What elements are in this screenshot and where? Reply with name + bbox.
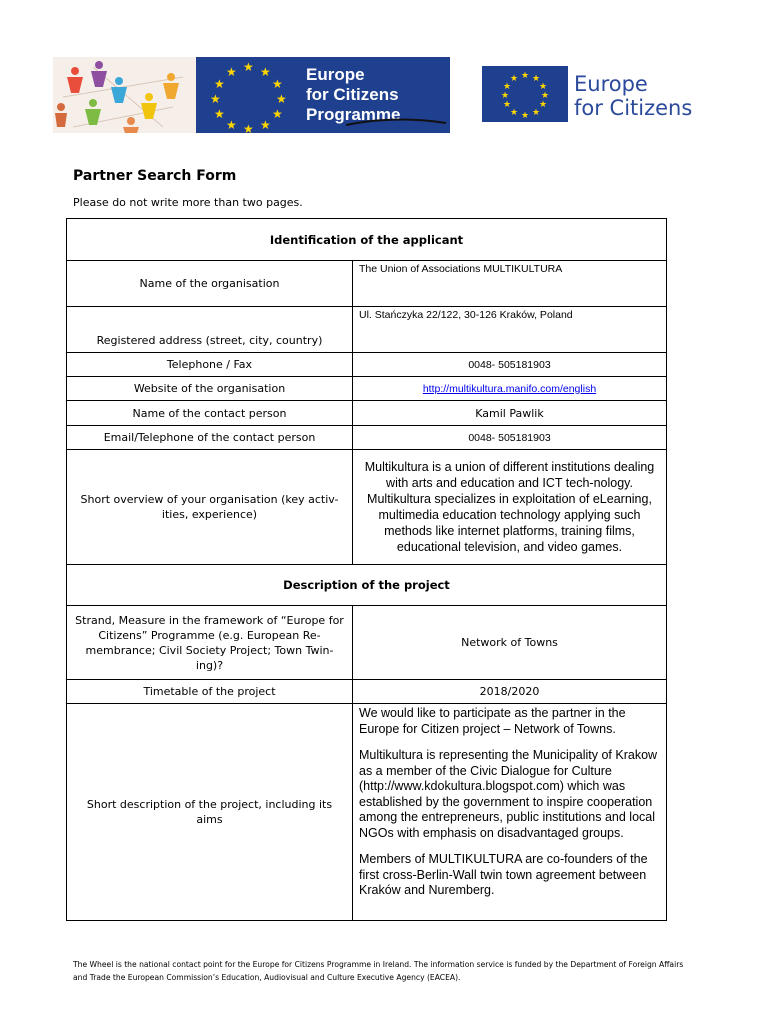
row-telephone-fax: [67, 352, 666, 376]
eu-flag-small: [482, 66, 568, 122]
row-website: [67, 376, 666, 400]
value-website: [353, 377, 666, 400]
svg-text:★: ★: [210, 92, 221, 106]
svg-text:★: ★: [532, 74, 541, 84]
website-link[interactable]: http://multikultura.manifo.com/english: [422, 382, 597, 395]
label-contact-person: Name of the contact person: [67, 401, 353, 425]
value-contact-person: Kamil Pawlik: [475, 406, 544, 420]
value-project-description: [353, 704, 666, 920]
page-footer: The Wheel is the national contact point for the Europe for Citizens Programme in Ireland. The information service is funded by the Department of Foreign Affairs and Trade the European Commission’s Education, Audiovisual and Culture Executive Agency (EACEA).: [73, 960, 684, 982]
logo-right-line-2: for Citizens: [574, 96, 693, 120]
europe-for-citizens-text: [574, 72, 692, 120]
page-subtitle: Please do not write more than two pages.: [73, 196, 303, 209]
description-paragraph-1: We would like to participate as the partner in the Europe for Citizen project – Network of Towns.: [359, 706, 626, 736]
section-project-header: Description of the project: [67, 564, 666, 605]
eu-stars-small-icon: [482, 66, 568, 122]
row-organisation-overview: [67, 449, 666, 564]
svg-text:★: ★: [510, 108, 519, 118]
svg-text:★: ★: [539, 100, 548, 110]
svg-text:★: ★: [521, 111, 530, 121]
label-project-description: Short description of the project, including its aims: [67, 704, 353, 920]
label-contact-email-telephone: Email/Telephone of the contact person: [67, 426, 353, 449]
svg-text:★: ★: [260, 118, 271, 132]
svg-text:★: ★: [503, 100, 512, 110]
svg-text:★: ★: [260, 65, 271, 79]
value-contact-email-telephone: 0048- 505181903: [468, 431, 551, 444]
value-organisation-overview: Multikultura is a union of different institutions dealing with arts and education and ICT tech-nology. Multikultura specializes in exploitation of eLearning, multimedia education technology applying such methods like internet platforms, training films, educational television, and video games.: [364, 460, 655, 554]
label-registered-address: Registered address (street, city, country): [67, 307, 353, 352]
svg-text:★: ★: [226, 65, 237, 79]
value-timetable: 2018/2020: [479, 685, 540, 698]
label-website: Website of the organisation: [67, 377, 353, 400]
row-contact-person: [67, 400, 666, 425]
svg-text:★: ★: [503, 82, 512, 92]
row-timetable: [67, 679, 666, 703]
row-registered-address: [67, 306, 666, 352]
label-strand-measure: Strand, Measure in the framework of “Europe for Citizens” Programme (e.g. European Re-membrance; Civil Society Project; Town Twin-ing)?: [67, 606, 353, 679]
value-registered-address: Ul. Stańczyka 22/122, 30-126 Kraków, Poland: [359, 309, 573, 321]
value-organisation-name: The Union of Associations MULTIKULTURA: [359, 263, 563, 275]
svg-text:★: ★: [510, 74, 519, 84]
value-strand-measure: Network of Towns: [461, 636, 558, 649]
label-timetable: Timetable of the project: [67, 680, 353, 703]
svg-text:★: ★: [501, 91, 510, 101]
label-organisation-name: Name of the organisation: [67, 261, 353, 306]
svg-text:★: ★: [243, 122, 254, 133]
eu-flag: [196, 57, 450, 133]
svg-text:★: ★: [541, 91, 550, 101]
europe-for-citizens-programme-logo: [53, 57, 450, 133]
logo-line-3: Programme: [306, 105, 401, 124]
svg-text:★: ★: [214, 107, 225, 121]
row-strand-measure: [67, 605, 666, 679]
label-telephone-fax: Telephone / Fax: [67, 353, 353, 376]
people-figures-icon: [53, 57, 196, 133]
logo-line-2: for Citizens: [306, 85, 399, 104]
description-paragraph-3: Members of MULTIKULTURA are co-founders of the first cross-Berlin-Wall twin town agreement between Kraków and Nuremberg.: [359, 852, 648, 897]
svg-text:★: ★: [532, 108, 541, 118]
svg-text:★: ★: [243, 60, 254, 74]
europe-for-citizens-logo: [482, 66, 717, 122]
svg-text:★: ★: [226, 118, 237, 132]
label-organisation-overview: Short overview of your organisation (key activ-ities, experience): [67, 450, 353, 564]
svg-text:★: ★: [539, 82, 548, 92]
section-applicant-header: Identification of the applicant: [269, 232, 464, 247]
description-paragraph-2: Multikultura is representing the Municipality of Krakow as a member of the Civic Dialogue for Culture (http://www.kdokultura.blogspot.com) which was established by the government to inspire cooperation among the entrepreneurs, public institutions and local NGOs with emphasis on disadvantaged groups.: [359, 748, 658, 840]
value-telephone-fax: 0048- 505181903: [468, 358, 551, 371]
svg-text:★: ★: [272, 107, 283, 121]
partner-search-form: [66, 218, 667, 921]
svg-text:★: ★: [272, 77, 283, 91]
page-title: Partner Search Form: [73, 168, 237, 184]
row-organisation-name: [67, 260, 666, 306]
svg-text:★: ★: [276, 92, 287, 106]
swoosh-icon: [196, 57, 450, 133]
svg-text:★: ★: [214, 77, 225, 91]
svg-text:★: ★: [521, 71, 530, 81]
logo-line-1: Europe: [306, 65, 365, 84]
row-contact-email-telephone: [67, 425, 666, 449]
logo-right-line-1: Europe: [574, 72, 648, 96]
row-project-description: [67, 703, 666, 920]
